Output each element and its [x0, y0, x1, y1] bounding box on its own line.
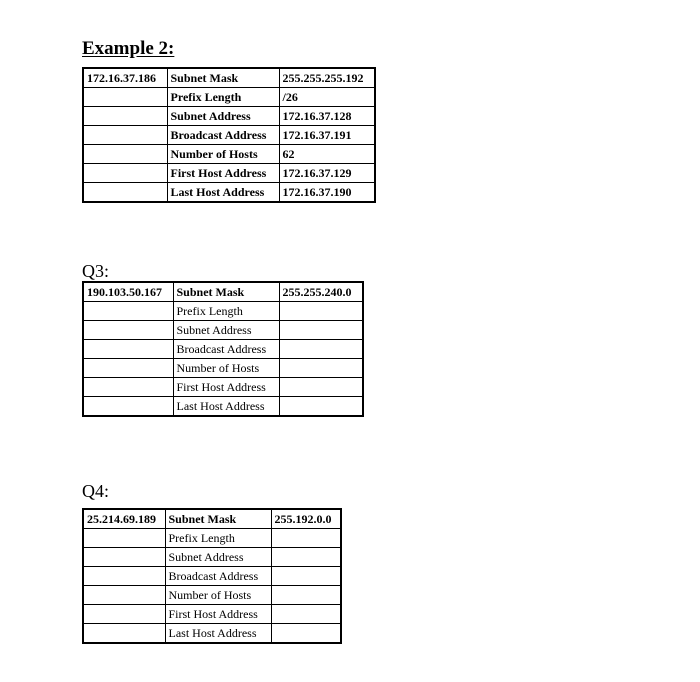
table-row	[83, 321, 363, 340]
table-row	[83, 509, 341, 529]
answer-cell[interactable]	[279, 397, 363, 417]
empty-cell	[83, 359, 173, 378]
empty-cell	[83, 397, 173, 417]
empty-cell	[83, 321, 173, 340]
answer-cell[interactable]	[279, 359, 363, 378]
table-row	[83, 88, 375, 107]
table-row	[83, 529, 341, 548]
label-cell: Last Host Address	[165, 624, 271, 644]
label-cell: Prefix Length	[173, 302, 279, 321]
empty-cell	[83, 107, 167, 126]
answer-cell[interactable]	[271, 548, 341, 567]
table-row	[83, 548, 341, 567]
label-cell: Subnet Address	[173, 321, 279, 340]
value-cell: 172.16.37.128	[279, 107, 375, 126]
label-cell: Broadcast Address	[165, 567, 271, 586]
empty-cell	[83, 548, 165, 567]
label-cell: Number of Hosts	[173, 359, 279, 378]
table-row	[83, 183, 375, 203]
label-cell: Last Host Address	[167, 183, 279, 203]
empty-cell	[83, 567, 165, 586]
value-cell: 172.16.37.191	[279, 126, 375, 145]
answer-cell[interactable]	[271, 586, 341, 605]
value-cell: 172.16.37.190	[279, 183, 375, 203]
example-2-heading: Example 2:	[82, 38, 175, 59]
label-cell: Subnet Mask	[173, 282, 279, 302]
table-row	[83, 126, 375, 145]
value-cell: 255.255.240.0	[279, 282, 363, 302]
table-row	[83, 567, 341, 586]
empty-cell	[83, 378, 173, 397]
example-2-table	[82, 67, 376, 203]
empty-cell	[83, 624, 165, 644]
q4-heading: Q4:	[82, 481, 109, 501]
value-cell: 62	[279, 145, 375, 164]
table-row	[83, 378, 363, 397]
answer-cell[interactable]	[279, 302, 363, 321]
empty-cell	[83, 302, 173, 321]
table-row	[83, 397, 363, 417]
value-cell: 255.255.255.192	[279, 68, 375, 88]
answer-cell[interactable]	[271, 605, 341, 624]
empty-cell	[83, 126, 167, 145]
empty-cell	[83, 183, 167, 203]
empty-cell	[83, 605, 165, 624]
table-row	[83, 359, 363, 378]
table-row	[83, 605, 341, 624]
label-cell: Prefix Length	[165, 529, 271, 548]
value-cell: /26	[279, 88, 375, 107]
q3-heading: Q3:	[82, 261, 109, 281]
q4-table	[82, 508, 342, 644]
q3-table	[82, 281, 364, 417]
empty-cell	[83, 88, 167, 107]
table-row	[83, 107, 375, 126]
label-cell: Subnet Address	[165, 548, 271, 567]
label-cell: Number of Hosts	[167, 145, 279, 164]
table-row	[83, 340, 363, 359]
empty-cell	[83, 586, 165, 605]
empty-cell	[83, 529, 165, 548]
empty-cell	[83, 164, 167, 183]
table-row	[83, 624, 341, 644]
value-cell: 255.192.0.0	[271, 509, 341, 529]
label-cell: Last Host Address	[173, 397, 279, 417]
table-row	[83, 164, 375, 183]
label-cell: Subnet Address	[167, 107, 279, 126]
label-cell: First Host Address	[173, 378, 279, 397]
empty-cell	[83, 340, 173, 359]
answer-cell[interactable]	[271, 624, 341, 644]
ip-address-cell: 25.214.69.189	[83, 509, 165, 529]
table-row	[83, 68, 375, 88]
ip-address-cell: 172.16.37.186	[83, 68, 167, 88]
table-row	[83, 586, 341, 605]
label-cell: Broadcast Address	[173, 340, 279, 359]
table-row	[83, 145, 375, 164]
ip-address-cell: 190.103.50.167	[83, 282, 173, 302]
label-cell: Broadcast Address	[167, 126, 279, 145]
answer-cell[interactable]	[279, 340, 363, 359]
value-cell: 172.16.37.129	[279, 164, 375, 183]
label-cell: Number of Hosts	[165, 586, 271, 605]
table-row	[83, 302, 363, 321]
table-row	[83, 282, 363, 302]
label-cell: Prefix Length	[167, 88, 279, 107]
label-cell: Subnet Mask	[165, 509, 271, 529]
answer-cell[interactable]	[279, 321, 363, 340]
label-cell: First Host Address	[165, 605, 271, 624]
label-cell: First Host Address	[167, 164, 279, 183]
label-cell: Subnet Mask	[167, 68, 279, 88]
empty-cell	[83, 145, 167, 164]
answer-cell[interactable]	[271, 567, 341, 586]
answer-cell[interactable]	[271, 529, 341, 548]
answer-cell[interactable]	[279, 378, 363, 397]
